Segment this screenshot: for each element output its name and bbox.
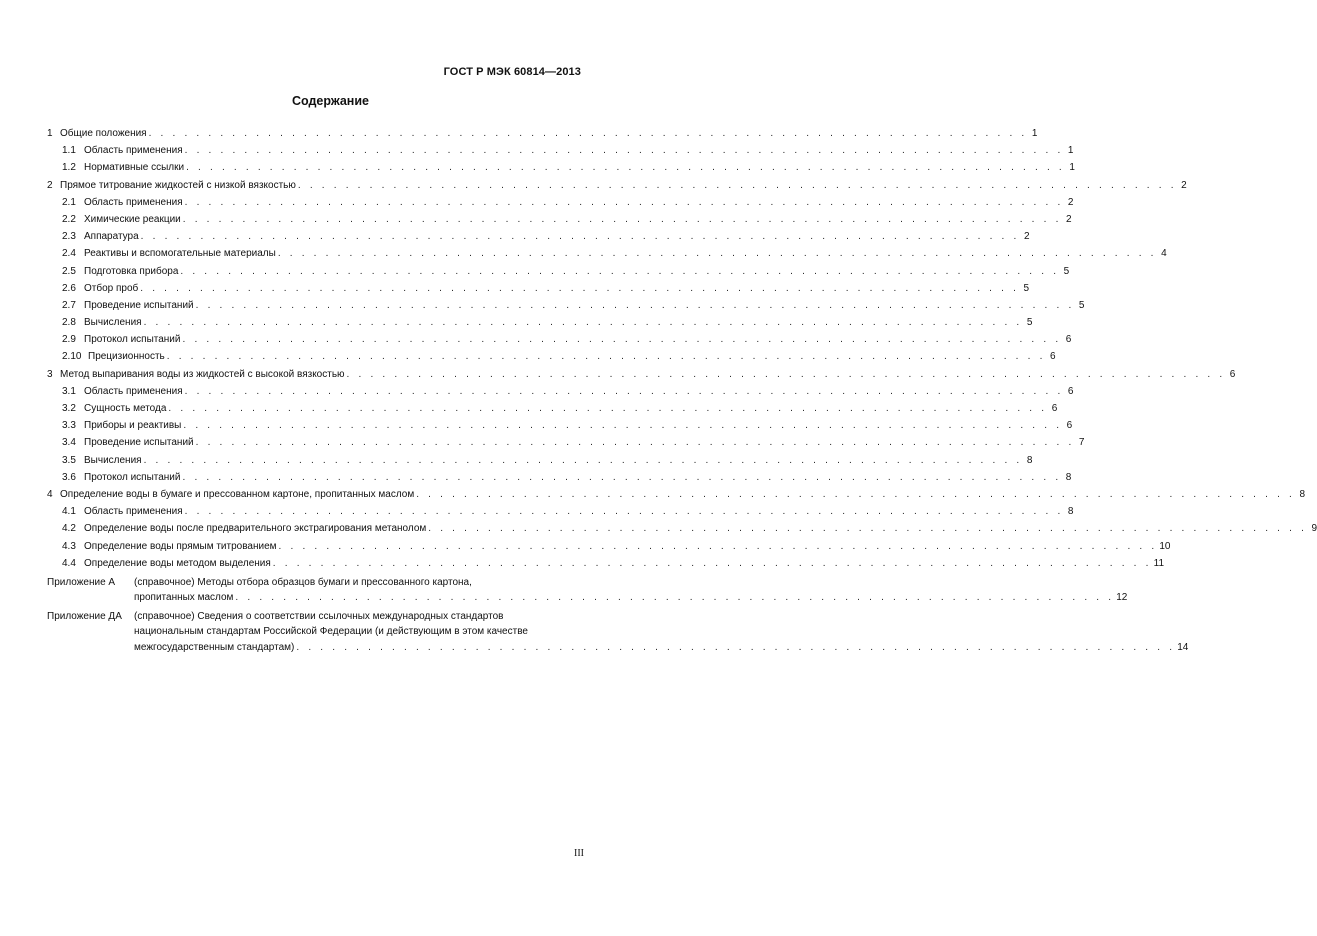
toc-entry-number: 2.5 bbox=[62, 265, 76, 277]
toc-entry-title: Отбор проб bbox=[84, 282, 139, 294]
toc-entry-title: Реактивы и вспомогательные материалы bbox=[84, 248, 276, 260]
toc-entry-number: 4.3 bbox=[62, 540, 76, 552]
appendix-line-text: (справочное) Методы отбора образцов бумаги и прессованного картона, bbox=[134, 576, 472, 588]
dot-leader: . . . . . . . . . . . . . . . . . . . . . . . . . . . . . . . . . . . . . . . . . . . . . . . . . . . . . . . . . . . . . . . . . . . . . . . . . . bbox=[235, 592, 1115, 604]
toc-entry-page: 10 bbox=[1159, 540, 1171, 552]
dot-leader: . . . . . . . . . . . . . . . . . . . . . . . . . . . . . . . . . . . . . . . . . . . . . . . . . . . . . . . . . . . . . . . . . . . . . . . . . . bbox=[195, 437, 1075, 449]
toc-entry-number: 3 bbox=[47, 368, 53, 380]
toc-entry[interactable] bbox=[47, 400, 1058, 417]
toc-entry-title: Протокол испытаний bbox=[84, 334, 181, 346]
appendix-page: 14 bbox=[1177, 641, 1189, 653]
toc-entry-page: 8 bbox=[1067, 506, 1074, 518]
toc-entry[interactable] bbox=[47, 417, 1073, 434]
toc-entry-title: Определение воды прямым титрованием bbox=[84, 540, 277, 552]
dot-leader: . . . . . . . . . . . . . . . . . . . . . . . . . . . . . . . . . . . . . . . . . . . . . . . . . . . . . . . . . . . . . . . . . . . . . . . . . . bbox=[184, 385, 1064, 397]
toc-entry-title: Область применения bbox=[84, 385, 183, 397]
dot-leader: . . . . . . . . . . . . . . . . . . . . . . . . . . . . . . . . . . . . . . . . . . . . . . . . . . . . . . . . . . . . . . . . . . . . . . . . . . bbox=[416, 488, 1296, 500]
toc-entry-title: Область применения bbox=[84, 506, 183, 518]
toc-entry-page: 7 bbox=[1078, 437, 1085, 449]
toc-entry-title: Подготовка прибора bbox=[84, 265, 179, 277]
toc-entry[interactable] bbox=[47, 538, 1171, 555]
toc-entry[interactable] bbox=[47, 280, 1030, 297]
dot-leader: . . . . . . . . . . . . . . . . . . . . . . . . . . . . . . . . . . . . . . . . . . . . . . . . . . . . . . . . . . . . . . . . . . . . . . . . . . bbox=[184, 506, 1064, 518]
toc-entry[interactable] bbox=[47, 383, 1074, 400]
toc-entry-page: 6 bbox=[1051, 403, 1058, 414]
dot-leader: . . . . . . . . . . . . . . . . . . . . . . . . . . . . . . . . . . . . . . . . . . . . . . . . . . . . . . . . . . . . . . . . . . . . . . . . . . bbox=[184, 145, 1064, 157]
appendix-line bbox=[134, 590, 1127, 606]
toc-entry-title: Определение воды в бумаге и прессованном картоне, пропитанных маслом bbox=[60, 488, 415, 500]
appendix-line-text: (справочное) Сведения о соответствии ссылочных международных стандартов bbox=[134, 610, 504, 622]
toc-entry-number: 3.1 bbox=[62, 385, 76, 397]
toc-entry[interactable] bbox=[47, 245, 1167, 262]
toc-entry-title: Химические реакции bbox=[84, 213, 181, 225]
toc-entry-number: 3.6 bbox=[62, 471, 76, 483]
dot-leader: . . . . . . . . . . . . . . . . . . . . . . . . . . . . . . . . . . . . . . . . . . . . . . . . . . . . . . . . . . . . . . . . . . . . . . . . . . bbox=[143, 317, 1023, 329]
toc-entry[interactable] bbox=[47, 452, 1033, 469]
toc-entry-number: 1.2 bbox=[62, 162, 76, 174]
toc-entry-page: 6 bbox=[1065, 334, 1072, 346]
dot-leader: . . . . . . . . . . . . . . . . . . . . . . . . . . . . . . . . . . . . . . . . . . . . . . . . . . . . . . . . . . . . . . . . . . . . . . . . . . bbox=[140, 231, 1020, 243]
appendix-line bbox=[134, 624, 1188, 640]
toc-entry-number: 2.2 bbox=[62, 213, 76, 225]
toc-entry-page: 5 bbox=[1063, 265, 1070, 277]
toc-entry-page: 6 bbox=[1229, 368, 1236, 380]
toc-entry[interactable] bbox=[47, 194, 1074, 211]
toc-entry-title: Определение воды после предварительного экстрагирования метанолом bbox=[84, 523, 427, 535]
toc-entry-page: 5 bbox=[1026, 317, 1033, 329]
toc-entry-page: 11 bbox=[1153, 557, 1165, 569]
toc-entry-number: 4.1 bbox=[62, 506, 76, 518]
toc-entry[interactable] bbox=[47, 211, 1072, 228]
toc-entry-title: Нормативные ссылки bbox=[84, 162, 185, 174]
appendix-label: Приложение А bbox=[47, 576, 116, 588]
toc-entry[interactable] bbox=[47, 263, 1070, 280]
dot-leader: . . . . . . . . . . . . . . . . . . . . . . . . . . . . . . . . . . . . . . . . . . . . . . . . . . . . . . . . . . . . . . . . . . . . . . . . . . bbox=[180, 265, 1060, 277]
page-number: III bbox=[574, 848, 584, 859]
toc-entry-number: 4 bbox=[47, 488, 53, 500]
appendix-description bbox=[134, 575, 1127, 606]
dot-leader: . . . . . . . . . . . . . . . . . . . . . . . . . . . . . . . . . . . . . . . . . . . . . . . . . . . . . . . . . . . . . . . . . . . . . . . . . . bbox=[166, 351, 1046, 363]
appendix-line-text: национальным стандартам Российской Федерации (и действующим в этом качестве bbox=[134, 626, 528, 638]
toc-entry-title: Проведение испытаний bbox=[84, 299, 194, 311]
dot-leader: . . . . . . . . . . . . . . . . . . . . . . . . . . . . . . . . . . . . . . . . . . . . . . . . . . . . . . . . . . . . . . . . . . . . . . . . . . bbox=[182, 213, 1062, 225]
toc-entry-number: 2 bbox=[47, 179, 53, 191]
toc-entry-page: 5 bbox=[1078, 299, 1085, 311]
toc-entry[interactable] bbox=[47, 125, 1038, 142]
toc-entry-page: 1 bbox=[1067, 145, 1074, 157]
toc-entry-page: 6 bbox=[1066, 420, 1073, 432]
dot-leader: . . . . . . . . . . . . . . . . . . . . . . . . . . . . . . . . . . . . . . . . . . . . . . . . . . . . . . . . . . . . . . . . . . . . . . . . . . bbox=[182, 471, 1062, 483]
toc-entry-title: Аппаратура bbox=[84, 231, 139, 243]
toc-entry-page: 1 bbox=[1031, 128, 1038, 139]
toc-entry[interactable] bbox=[47, 331, 1072, 348]
toc-entry-number: 3.2 bbox=[62, 403, 76, 414]
toc-entry[interactable] bbox=[47, 503, 1074, 520]
toc-entry-title: Протокол испытаний bbox=[84, 471, 181, 483]
toc-entry-page: 5 bbox=[1023, 282, 1030, 294]
toc-entry[interactable] bbox=[47, 486, 1306, 503]
appendix-line bbox=[134, 575, 1127, 591]
appendix-line-text: межгосударственным стандартам) bbox=[134, 641, 295, 653]
appendix-page: 12 bbox=[1116, 592, 1128, 604]
toc-entry[interactable] bbox=[47, 555, 1165, 572]
document-code: ГОСТ Р МЭК 60814—2013 bbox=[443, 66, 581, 78]
dot-leader: . . . . . . . . . . . . . . . . . . . . . . . . . . . . . . . . . . . . . . . . . . . . . . . . . . . . . . . . . . . . . . . . . . . . . . . . . . bbox=[195, 299, 1075, 311]
toc-entry-page: 8 bbox=[1026, 454, 1033, 466]
toc-entry-page: 2 bbox=[1181, 179, 1187, 191]
toc-entry-number: 2.3 bbox=[62, 231, 76, 243]
toc-entry-page: 6 bbox=[1050, 351, 1056, 363]
toc-entry-number: 2.4 bbox=[62, 248, 76, 260]
dot-leader: . . . . . . . . . . . . . . . . . . . . . . . . . . . . . . . . . . . . . . . . . . . . . . . . . . . . . . . . . . . . . . . . . . . . . . . . . . bbox=[296, 641, 1176, 653]
toc-entry-number: 2.10 bbox=[62, 351, 82, 363]
toc-entry-title: Метод выпаривания воды из жидкостей с высокой вязкостью bbox=[60, 368, 345, 380]
toc-entry-page: 2 bbox=[1066, 213, 1072, 225]
dot-leader: . . . . . . . . . . . . . . . . . . . . . . . . . . . . . . . . . . . . . . . . . . . . . . . . . . . . . . . . . . . . . . . . . . . . . . . . . . bbox=[182, 334, 1062, 346]
toc-entry-title: Область применения bbox=[84, 145, 183, 157]
toc-entry-title: Сущность метода bbox=[84, 403, 167, 414]
toc-entry[interactable] bbox=[47, 297, 1085, 314]
toc-entry-number: 1 bbox=[47, 128, 53, 139]
toc-entry-number: 3.5 bbox=[62, 454, 76, 466]
toc-entries bbox=[47, 125, 1317, 572]
dot-leader: . . . . . . . . . . . . . . . . . . . . . . . . . . . . . . . . . . . . . . . . . . . . . . . . . . . . . . . . . . . . . . . . . . . . . . . . . . bbox=[277, 248, 1157, 260]
toc-entry-number: 3.3 bbox=[62, 420, 76, 432]
toc-entry-page: 8 bbox=[1299, 488, 1306, 500]
appendix-description bbox=[134, 609, 1188, 656]
toc-entry-page: 2 bbox=[1067, 196, 1074, 208]
toc-entry-title: Приборы и реактивы bbox=[84, 420, 182, 432]
toc-entry-number: 2.8 bbox=[62, 317, 76, 329]
dot-leader: . . . . . . . . . . . . . . . . . . . . . . . . . . . . . . . . . . . . . . . . . . . . . . . . . . . . . . . . . . . . . . . . . . . . . . . . . . bbox=[186, 162, 1065, 174]
toc-entry-page: 1 bbox=[1069, 162, 1075, 174]
toc-entry-title: Определение воды методом выделения bbox=[84, 557, 271, 569]
toc-entry-number: 2.6 bbox=[62, 282, 76, 294]
appendix-entry[interactable] bbox=[47, 575, 1128, 606]
toc-entry-title: Прецизионность bbox=[88, 351, 165, 363]
dot-leader: . . . . . . . . . . . . . . . . . . . . . . . . . . . . . . . . . . . . . . . . . . . . . . . . . . . . . . . . . . . . . . . . . . . . . . . . . . bbox=[184, 196, 1064, 208]
toc-entry[interactable] bbox=[47, 348, 1056, 365]
toc-entry-number: 4.2 bbox=[62, 523, 76, 535]
appendix-entries bbox=[47, 575, 1189, 656]
dot-leader: . . . . . . . . . . . . . . . . . . . . . . . . . . . . . . . . . . . . . . . . . . . . . . . . . . . . . . . . . . . . . . . . . . . . . . . . . . bbox=[346, 368, 1226, 380]
toc-entry[interactable] bbox=[47, 366, 1236, 383]
toc-entry-number: 2.1 bbox=[62, 196, 76, 208]
toc-entry-page: 4 bbox=[1161, 248, 1167, 260]
dot-leader: . . . . . . . . . . . . . . . . . . . . . . . . . . . . . . . . . . . . . . . . . . . . . . . . . . . . . . . . . . . . . . . . . . . . . . . . . . bbox=[148, 128, 1028, 139]
toc-entry[interactable] bbox=[47, 142, 1074, 159]
toc-entry[interactable] bbox=[47, 469, 1072, 486]
toc-entry-number: 4.4 bbox=[62, 557, 76, 569]
dot-leader: . . . . . . . . . . . . . . . . . . . . . . . . . . . . . . . . . . . . . . . . . . . . . . . . . . . . . . . . . . . . . . . . . . . . . . . . . . bbox=[297, 179, 1177, 191]
dot-leader: . . . . . . . . . . . . . . . . . . . . . . . . . . . . . . . . . . . . . . . . . . . . . . . . . . . . . . . . . . . . . . . . . . . . . . . . . . bbox=[183, 420, 1063, 432]
dot-leader: . . . . . . . . . . . . . . . . . . . . . . . . . . . . . . . . . . . . . . . . . . . . . . . . . . . . . . . . . . . . . . . . . . . . . . . . . . bbox=[143, 454, 1023, 466]
page-title: Содержание bbox=[291, 94, 369, 108]
toc-entry-page: 2 bbox=[1023, 231, 1030, 243]
toc-entry-title: Общие положения bbox=[60, 128, 147, 139]
toc-entry[interactable] bbox=[47, 314, 1033, 331]
toc-entry-number: 2.9 bbox=[62, 334, 76, 346]
dot-leader: . . . . . . . . . . . . . . . . . . . . . . . . . . . . . . . . . . . . . . . . . . . . . . . . . . . . . . . . . . . . . . . . . . . . . . . . . . bbox=[140, 282, 1020, 294]
toc-entry-number: 2.7 bbox=[62, 299, 76, 311]
appendix-line bbox=[134, 640, 1188, 656]
toc-entry-title: Область применения bbox=[84, 196, 183, 208]
toc-entry-title: Вычисления bbox=[84, 454, 142, 466]
toc-entry[interactable] bbox=[47, 159, 1075, 176]
toc-entry-page: 8 bbox=[1065, 471, 1072, 483]
toc-entry[interactable] bbox=[47, 434, 1085, 451]
table-of-contents bbox=[47, 125, 1317, 655]
toc-entry-page: 6 bbox=[1067, 385, 1074, 397]
toc-entry-number: 3.4 bbox=[62, 437, 76, 449]
toc-entry-number: 1.1 bbox=[62, 145, 76, 157]
appendix-line-text: пропитанных маслом bbox=[134, 592, 234, 604]
toc-entry[interactable] bbox=[47, 520, 1317, 537]
toc-entry-title: Прямое титрование жидкостей с низкой вязкостью bbox=[60, 179, 296, 191]
toc-entry[interactable] bbox=[47, 177, 1187, 194]
appendix-entry[interactable] bbox=[47, 609, 1189, 656]
appendix-label: Приложение ДА bbox=[47, 610, 122, 622]
toc-entry-title: Вычисления bbox=[84, 317, 142, 329]
toc-entry[interactable] bbox=[47, 228, 1030, 245]
appendix-line bbox=[134, 609, 1188, 625]
dot-leader: . . . . . . . . . . . . . . . . . . . . . . . . . . . . . . . . . . . . . . . . . . . . . . . . . . . . . . . . . . . . . . . . . . . . . . . . . . bbox=[272, 557, 1152, 569]
toc-entry-title: Проведение испытаний bbox=[84, 437, 194, 449]
toc-entry-page: 9 bbox=[1311, 523, 1317, 535]
dot-leader: . . . . . . . . . . . . . . . . . . . . . . . . . . . . . . . . . . . . . . . . . . . . . . . . . . . . . . . . . . . . . . . . . . . . . . . . . . bbox=[168, 403, 1048, 414]
dot-leader: . . . . . . . . . . . . . . . . . . . . . . . . . . . . . . . . . . . . . . . . . . . . . . . . . . . . . . . . . . . . . . . . . . . . . . . . . . bbox=[278, 540, 1158, 552]
dot-leader: . . . . . . . . . . . . . . . . . . . . . . . . . . . . . . . . . . . . . . . . . . . . . . . . . . . . . . . . . . . . . . . . . . . . . . . . . . bbox=[428, 523, 1308, 535]
